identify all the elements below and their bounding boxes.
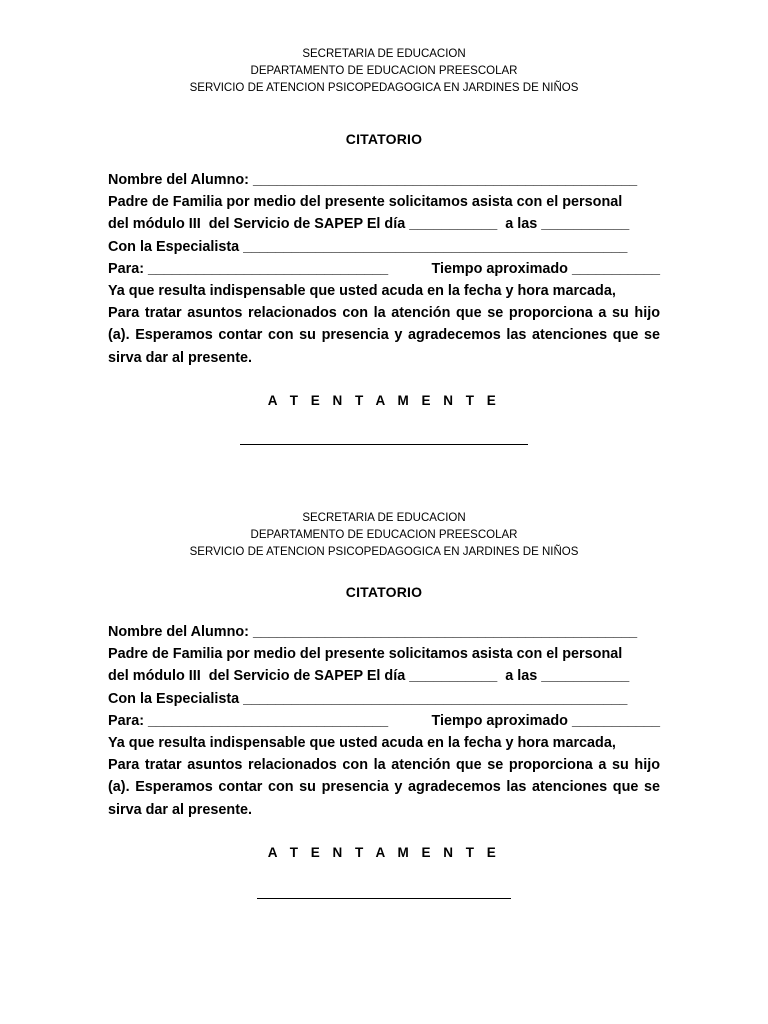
signature-line	[257, 898, 511, 899]
citatorio-form-2	[108, 510, 660, 899]
student-name-field: Nombre del Alumno: ________________________________________________	[108, 172, 638, 188]
header-line-servicio: SERVICIO DE ATENCION PSICOPEDAGOGICA EN JARDINES DE NIÑOS	[189, 546, 579, 558]
header-line-departamento: DEPARTAMENTO DE EDUCACION PREESCOLAR	[250, 65, 518, 77]
header-line-departamento: DEPARTAMENTO DE EDUCACION PREESCOLAR	[250, 529, 518, 541]
purpose-time-row	[108, 710, 660, 732]
specialist-field: Con la Especialista ________________________________________________	[108, 690, 628, 707]
student-name-field: Nombre del Alumno: ________________________________________________	[108, 624, 638, 640]
closing-atentamente: A T E N T A M E N T E	[267, 392, 501, 408]
form-body	[108, 621, 660, 821]
document-header	[78, 510, 690, 561]
paragraph-line-1: Ya que resulta indispensable que usted acuda en la fecha y hora marcada,	[108, 735, 616, 752]
specialist-field: Con la Especialista ________________________________________________	[108, 238, 628, 255]
header-line-servicio: SERVICIO DE ATENCION PSICOPEDAGOGICA EN JARDINES DE NIÑOS	[189, 82, 579, 94]
citatorio-form-1	[108, 46, 660, 445]
purpose-field: Para: ______________________________	[108, 712, 389, 729]
header-line-secretaria: SECRETARIA DE EDUCACION	[302, 512, 466, 524]
parent-request-text: Padre de Familia por medio del presente solicitamos asista con el personal	[108, 194, 623, 211]
approx-time-field: Tiempo aproximado ___________	[431, 260, 660, 277]
signature-line	[240, 444, 528, 445]
paragraph-body: Para tratar asuntos relacionados con la atención que se proporciona a su hijo (a). Esperamos contar con su presencia y agradecemos las atenciones que se sirva dar al presente.	[108, 757, 660, 818]
module-date-time-field: del módulo III del Servicio de SAPEP El día ___________ a las ___________	[108, 216, 630, 233]
document-header	[78, 46, 690, 97]
paragraph-line-1: Ya que resulta indispensable que usted acuda en la fecha y hora marcada,	[108, 283, 616, 300]
document-title: CITATORIO	[345, 584, 423, 600]
document-title: CITATORIO	[345, 131, 423, 147]
approx-time-field: Tiempo aproximado ___________	[431, 712, 660, 729]
parent-request-text: Padre de Familia por medio del presente solicitamos asista con el personal	[108, 646, 623, 663]
purpose-time-row	[108, 258, 660, 280]
purpose-field: Para: ______________________________	[108, 260, 389, 277]
form-body	[108, 169, 660, 369]
closing-atentamente: A T E N T A M E N T E	[267, 844, 501, 860]
header-line-secretaria: SECRETARIA DE EDUCACION	[302, 48, 466, 60]
paragraph-body: Para tratar asuntos relacionados con la atención que se proporciona a su hijo (a). Esperamos contar con su presencia y agradecemos las atenciones que se sirva dar al presente.	[108, 305, 660, 366]
module-date-time-field: del módulo III del Servicio de SAPEP El día ___________ a las ___________	[108, 668, 630, 685]
